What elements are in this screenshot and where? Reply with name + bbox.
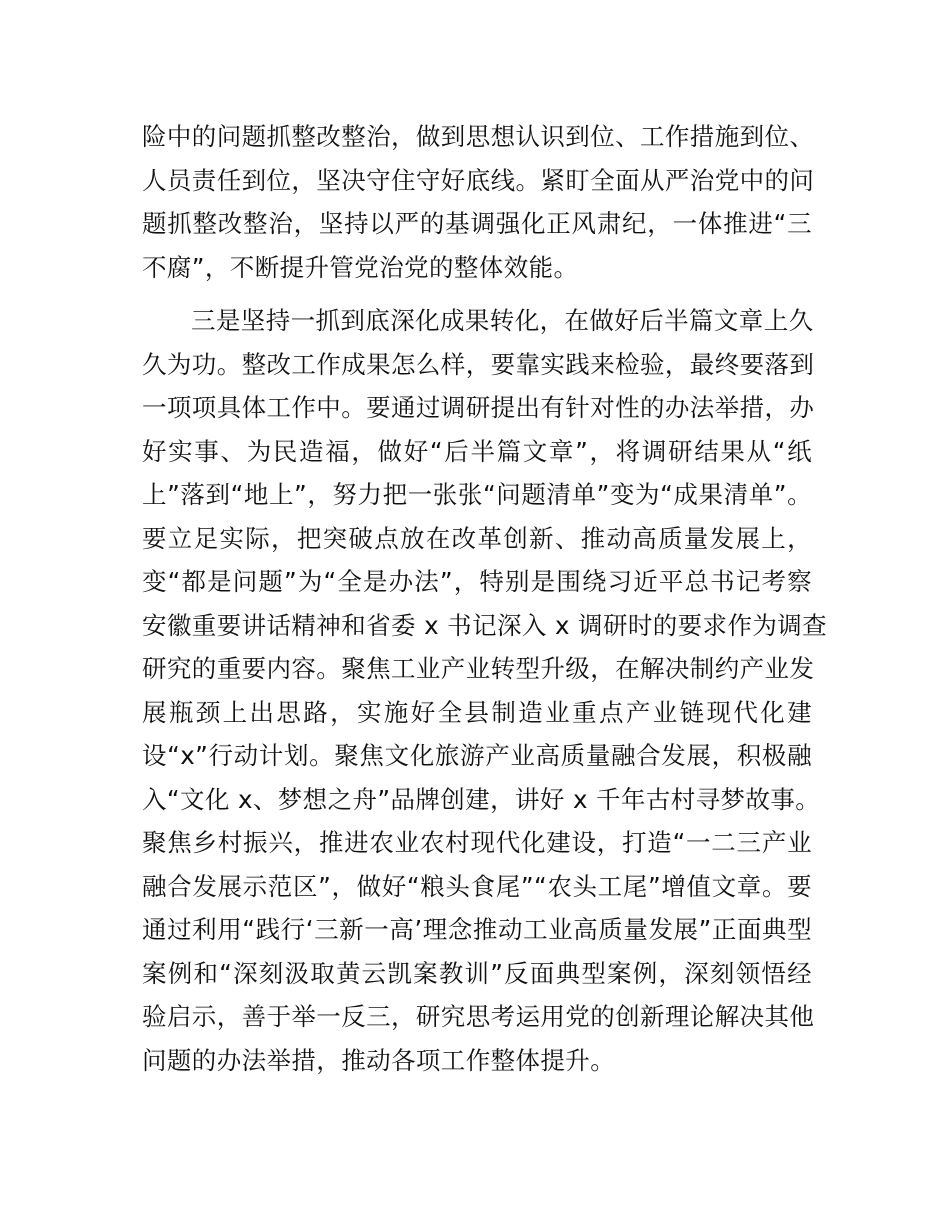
paragraph-line: 问题的办法举措，推动各项工作整体提升。	[142, 1045, 616, 1075]
paragraph-line: 好实事、为民造福，做好“后半篇文章”，将调研结果从“纸	[142, 436, 812, 466]
paragraph-line: 融合发展示范区”，做好“粮头食尾”“农头工尾”增值文章。要	[142, 871, 812, 901]
paragraph-line: 久为功。整改工作成果怎么样，要靠实践来检验，最终要落到	[142, 349, 815, 379]
paragraph-line: 通过利用“践行‘三新一高’理念推动工业高质量发展”正面典型	[142, 915, 812, 944]
paragraph-line: 安徽重要讲话精神和省委 x 书记深入 x 调研时的要求作为调查	[142, 610, 828, 640]
paragraph-line: 三是坚持一抓到底深化成果转化，在做好后半篇文章上久	[191, 306, 814, 335]
paragraph-line: 一项项具体工作中。要通过调研提出有针对性的办法举措，办	[142, 393, 815, 422]
paragraph-line: 入“文化 x、梦想之舟”品牌创建，讲好 x 千年古村寻梦故事。	[142, 784, 821, 814]
paragraph-line: 聚焦乡村振兴，推进农业农村现代化建设，打造“一二三产业	[142, 828, 812, 857]
paragraph-line: 展瓶颈上出思路，实施好全县制造业重点产业链现代化建	[142, 697, 812, 727]
paragraph-line: 案例和“深刻汲取黄云凯案教训”反面典型案例，深刻领悟经	[142, 958, 812, 988]
paragraph-line: 验启示，善于举一反三，研究思考运用党的创新理论解决其他	[142, 1002, 815, 1031]
paragraph-1	[142, 115, 815, 289]
paragraph-line: 研究的重要内容。聚焦工业产业转型升级，在解决制约产业发	[142, 654, 815, 683]
paragraph-line: 上”落到“地上”，努力把一张张“问题清单”变为“成果清单”。	[142, 480, 812, 509]
paragraph-line: 设“x”行动计划。聚焦文化旅游产业高质量融合发展，积极融	[142, 741, 812, 770]
paragraph-line: 险中的问题抓整改整治，做到思想认识到位、工作措施到位、	[142, 122, 815, 151]
paragraph-2	[142, 299, 828, 1082]
paragraph-line: 题抓整改整治，坚持以严的基调强化正风肃纪，一体推进“三	[142, 209, 812, 238]
paragraph-line: 不腐”，不断提升管党治党的整体效能。	[142, 252, 579, 282]
paragraph-line: 人员责任到位，坚决守住守好底线。紧盯全面从严治党中的问	[142, 165, 815, 195]
paragraph-line: 变“都是问题”为“全是办法”，特别是围绕习近平总书记考察	[142, 567, 812, 596]
paragraph-line: 要立足实际，把突破点放在改革创新、推动高质量发展上，	[142, 523, 812, 553]
